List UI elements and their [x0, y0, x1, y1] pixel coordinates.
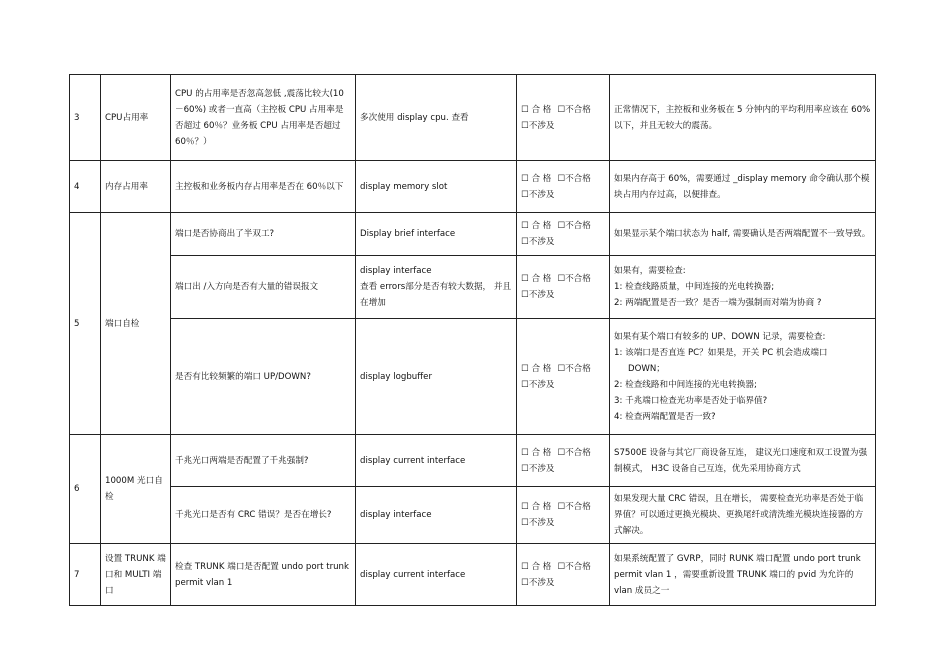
table-row: [70, 256, 876, 319]
check-content: 端口是否协商出了半双工?: [171, 213, 356, 256]
na-option[interactable]: ☐不涉及: [521, 237, 555, 247]
fail-option[interactable]: ☐不合格: [557, 447, 591, 458]
remarks: 正常情况下，主控板和业务板在 5 分钟内的平均利用率应该在 60% 以下，并且无较大的震荡。: [610, 75, 876, 161]
check-command: display interface 查看 errors部分是否有较大数据， 并且在增加: [356, 256, 517, 319]
check-item: 端口自检: [101, 213, 171, 435]
check-command: display logbuffer: [356, 319, 517, 435]
remarks: 如果有某个端口有较多的 UP、DOWN 记录，需要检查: 1: 该端口是否直连 PC？如果是，开关 PC 机会造成端口 DOWN； 2: 检查线路和中间连接的光电转换器; 3: 千兆端口检查光功率是否处于临界值? 4: 检查两端配置是否一致?: [610, 319, 876, 435]
check-content: 千兆光口是否有 CRC 错误？是否在增长?: [171, 487, 356, 544]
check-result: [517, 75, 610, 161]
row-number: 5: [70, 213, 101, 435]
pass-option[interactable]: ☐ 合 格: [521, 561, 552, 572]
pass-option[interactable]: ☐ 合 格: [521, 363, 552, 374]
remarks: 如果系统配置了 GVRP，同时 RUNK 端口配置 undo port trunk permit vlan 1 ，需要重新设置 TRUNK 端口的 pvid 为允许的 vlan 成员之一: [610, 544, 876, 606]
table-row: [70, 487, 876, 544]
fail-option[interactable]: ☐不合格: [557, 104, 591, 115]
table-row: [70, 544, 876, 606]
check-command: 多次使用 display cpu. 查看: [356, 75, 517, 161]
check-item: 内存占用率: [101, 161, 171, 213]
na-option[interactable]: ☐不涉及: [521, 577, 555, 588]
check-item: CPU占用率: [101, 75, 171, 161]
check-content: 端口出 /入方向是否有大量的错误报文: [171, 256, 356, 319]
inspection-table: [69, 74, 876, 606]
pass-option[interactable]: ☐ 合 格: [521, 447, 552, 458]
check-result: [517, 544, 610, 606]
fail-option[interactable]: ☐不合格: [557, 221, 591, 231]
table-row: [70, 319, 876, 435]
pass-option[interactable]: ☐ 合 格: [521, 502, 552, 512]
row-number: 3: [70, 75, 101, 161]
row-number: 6: [70, 435, 101, 544]
fail-option[interactable]: ☐不合格: [557, 173, 591, 184]
check-content: 检查 TRUNK 端口是否配置 undo port trunk permit vlan 1: [171, 544, 356, 606]
pass-option[interactable]: ☐ 合 格: [521, 173, 552, 184]
na-option[interactable]: ☐不涉及: [521, 290, 555, 300]
table-row: [70, 75, 876, 161]
table-row: [70, 161, 876, 213]
check-command: display memory slot: [356, 161, 517, 213]
remarks: 如果有，需要检查: 1: 检查线路质量，中间连接的光电转换器; 2: 两端配置是否一致？是否一端为强制而对端为协商 ?: [610, 256, 876, 319]
remarks: S7500E 设备与其它厂商设备互连， 建议光口速度和双工设置为强制模式， H3C 设备自己互连，优先采用协商方式: [610, 435, 876, 487]
fail-option[interactable]: ☐不合格: [557, 561, 591, 572]
check-result: [517, 319, 610, 435]
check-command: display interface: [356, 487, 517, 544]
check-content: 是否有比较频繁的端口 UP/DOWN?: [171, 319, 356, 435]
row-number: 7: [70, 544, 101, 606]
table-row: [70, 435, 876, 487]
check-result: [517, 487, 610, 544]
na-option[interactable]: ☐不涉及: [521, 379, 555, 390]
na-option[interactable]: ☐不涉及: [521, 518, 555, 528]
fail-option[interactable]: ☐不合格: [557, 274, 591, 284]
fail-option[interactable]: ☐不合格: [557, 363, 591, 374]
na-option[interactable]: ☐不涉及: [521, 189, 555, 200]
check-command: display current interface: [356, 435, 517, 487]
check-result: [517, 213, 610, 256]
remarks: 如果内存高于 60%，需要通过 _display memory 命令确认那个模块占用内存过高，以便排查。: [610, 161, 876, 213]
check-command: display current interface: [356, 544, 517, 606]
fail-option[interactable]: ☐不合格: [557, 502, 591, 512]
check-result: [517, 161, 610, 213]
check-content: 主控板和业务板内存占用率是否在 60％以下: [171, 161, 356, 213]
table-row: [70, 213, 876, 256]
check-command: Display brief interface: [356, 213, 517, 256]
check-content: 千兆光口两端是否配置了千兆强制?: [171, 435, 356, 487]
check-item: 设置 TRUNK 端口和 MULTI 端口: [101, 544, 171, 606]
pass-option[interactable]: ☐ 合 格: [521, 274, 552, 284]
pass-option[interactable]: ☐ 合 格: [521, 104, 552, 115]
na-option[interactable]: ☐不涉及: [521, 463, 555, 474]
pass-option[interactable]: ☐ 合 格: [521, 221, 552, 231]
remarks: 如果显示某个端口状态为 half, 需要确认是否两端配置不一致导致。: [610, 213, 876, 256]
check-content: CPU 的占用率是否忽高忽低 ,震荡比较大(10－60%) 或者一直高（主控板 CPU 占用率是否超过 60％？业务板 CPU 占用率是否超过 60％？）: [171, 75, 356, 161]
na-option[interactable]: ☐不涉及: [521, 120, 555, 131]
remarks: 如果发现大量 CRC 错误，且在增长， 需要检查光功率是否处于临界值？可以通过更换光模块、更换尾纤或清洗维光模块连接器的方式解决。: [610, 487, 876, 544]
check-result: [517, 435, 610, 487]
row-number: 4: [70, 161, 101, 213]
check-result: [517, 256, 610, 319]
check-item: 1000M 光口自检: [101, 435, 171, 544]
